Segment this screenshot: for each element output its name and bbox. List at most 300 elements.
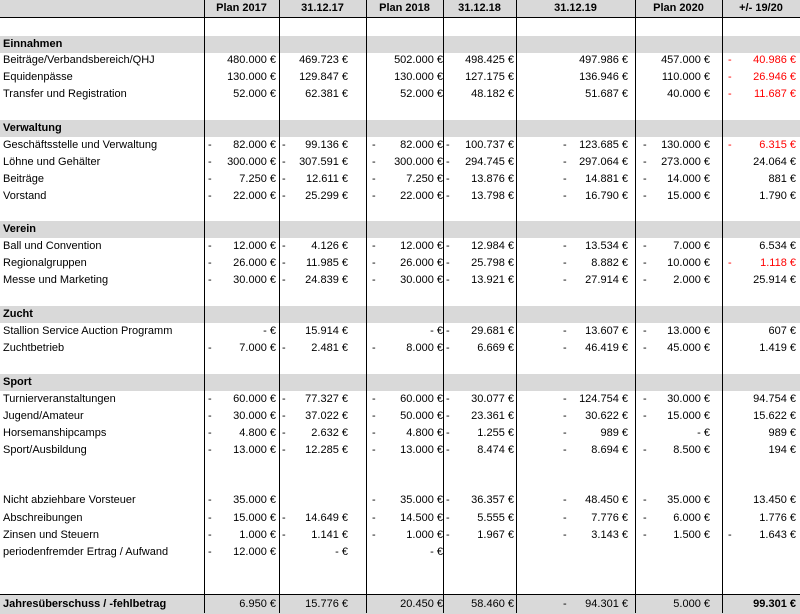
- minus-sign: -: [728, 529, 732, 541]
- table-row: [0, 425, 800, 442]
- row-value: 1.255 €: [477, 427, 514, 439]
- row-value: 2.632 €: [311, 427, 348, 439]
- section-title: Zucht: [3, 308, 33, 320]
- minus-sign: -: [446, 444, 450, 456]
- minus-sign: -: [372, 156, 376, 168]
- minus-sign: -: [446, 139, 450, 151]
- table-row: [0, 492, 800, 509]
- table-row: [0, 137, 800, 154]
- table-row: [0, 255, 800, 272]
- row-value: 7.776 €: [591, 512, 628, 524]
- table-row: [0, 527, 800, 544]
- row-value: 16.790 €: [585, 190, 628, 202]
- row-value: 136.946 €: [579, 71, 628, 83]
- row-value: 52.000 €: [400, 88, 443, 100]
- minus-sign: -: [208, 156, 212, 168]
- row-value: 35.000 €: [400, 494, 443, 506]
- section-title: Sport: [3, 376, 32, 388]
- table-row: [0, 408, 800, 425]
- row-label: Jugend/Amateur: [3, 410, 84, 422]
- row-value: 13.607 €: [585, 325, 628, 337]
- minus-sign: -: [446, 512, 450, 524]
- row-value: 1.967 €: [477, 529, 514, 541]
- row-value: 1.500 €: [673, 529, 710, 541]
- column-header: 31.12.17: [301, 2, 344, 14]
- minus-sign: -: [728, 257, 732, 269]
- row-label: Beiträge/Verbandsbereich/QHJ: [3, 54, 155, 66]
- minus-sign: -: [372, 257, 376, 269]
- minus-sign: -: [563, 529, 567, 541]
- row-value: 26.000 €: [400, 257, 443, 269]
- row-label: Löhne und Gehälter: [3, 156, 101, 168]
- row-value: 480.000 €: [227, 54, 276, 66]
- column-header: Plan 2017: [216, 2, 267, 14]
- minus-sign: -: [372, 240, 376, 252]
- row-value: 13.921 €: [471, 274, 514, 286]
- minus-sign: -: [372, 512, 376, 524]
- minus-sign: -: [563, 173, 567, 185]
- minus-sign: -: [446, 257, 450, 269]
- minus-sign: -: [728, 88, 732, 100]
- minus-sign: -: [282, 444, 286, 456]
- table-row: [0, 52, 800, 69]
- minus-sign: -: [208, 512, 212, 524]
- row-value: 300.000 €: [227, 156, 276, 168]
- row-value: 30.000 €: [667, 393, 710, 405]
- row-label: Turnierveranstaltungen: [3, 393, 116, 405]
- row-value: 6.000 €: [673, 512, 710, 524]
- minus-sign: -: [372, 342, 376, 354]
- minus-sign: -: [643, 173, 647, 185]
- section-title: Verein: [3, 223, 37, 235]
- row-label: Regionalgruppen: [3, 257, 87, 269]
- minus-sign: -: [643, 342, 647, 354]
- row-label: Vorstand: [3, 190, 47, 202]
- minus-sign: -: [208, 139, 212, 151]
- row-value: 12.000 €: [233, 546, 276, 558]
- row-value: 15.000 €: [667, 190, 710, 202]
- row-value: 35.000 €: [667, 494, 710, 506]
- minus-sign: -: [282, 257, 286, 269]
- row-label: Abschreibungen: [3, 512, 83, 524]
- row-value: 60.000 €: [233, 393, 276, 405]
- minus-sign: -: [446, 393, 450, 405]
- minus-sign: -: [563, 494, 567, 506]
- row-value: 50.000 €: [400, 410, 443, 422]
- row-value: 13.534 €: [585, 240, 628, 252]
- row-label: Nicht abziehbare Vorsteuer: [3, 494, 136, 506]
- column-header: Plan 2018: [379, 2, 430, 14]
- row-value: 15.914 €: [305, 325, 348, 337]
- row-value: 7.250 €: [239, 173, 276, 185]
- row-label: Ball und Convention: [3, 240, 102, 252]
- table-row: [0, 442, 800, 459]
- section-header: [0, 221, 800, 238]
- table-row: [0, 238, 800, 255]
- row-label: Beiträge: [3, 173, 44, 185]
- column-divider: [366, 0, 367, 613]
- row-value: 30.077 €: [471, 393, 514, 405]
- row-value: 13.000 €: [667, 325, 710, 337]
- minus-sign: -: [282, 156, 286, 168]
- row-value: 62.381 €: [305, 88, 348, 100]
- row-value: 12.984 €: [471, 240, 514, 252]
- row-value: 30.000 €: [233, 274, 276, 286]
- minus-sign: -: [208, 494, 212, 506]
- row-value: 989 €: [768, 427, 796, 439]
- row-value: 45.000 €: [667, 342, 710, 354]
- minus-sign: -: [282, 173, 286, 185]
- minus-sign: -: [563, 598, 567, 610]
- row-value: 48.182 €: [471, 88, 514, 100]
- minus-sign: -: [446, 342, 450, 354]
- row-value: 22.000 €: [233, 190, 276, 202]
- row-value: 6.315 €: [759, 139, 796, 151]
- minus-sign: -: [372, 529, 376, 541]
- minus-sign: -: [728, 54, 732, 66]
- minus-sign: -: [446, 240, 450, 252]
- row-value: 7.250 €: [406, 173, 443, 185]
- table-row: [0, 188, 800, 205]
- minus-sign: -: [446, 173, 450, 185]
- row-label: Messe und Marketing: [3, 274, 109, 286]
- table-row: [0, 272, 800, 289]
- row-value: 14.000 €: [667, 173, 710, 185]
- row-value: 3.143 €: [591, 529, 628, 541]
- minus-sign: -: [643, 139, 647, 151]
- minus-sign: -: [563, 257, 567, 269]
- minus-sign: -: [563, 156, 567, 168]
- row-value: 60.000 €: [400, 393, 443, 405]
- section-title: Verwaltung: [3, 122, 62, 134]
- minus-sign: -: [643, 190, 647, 202]
- row-value: 10.000 €: [667, 257, 710, 269]
- minus-sign: -: [282, 342, 286, 354]
- row-value: 273.000 €: [661, 156, 710, 168]
- column-header: 31.12.19: [554, 2, 597, 14]
- row-value: 4.800 €: [239, 427, 276, 439]
- minus-sign: -: [446, 529, 450, 541]
- minus-sign: -: [282, 410, 286, 422]
- column-divider: [722, 0, 723, 613]
- row-value: 1.776 €: [759, 512, 796, 524]
- table-row: [0, 154, 800, 171]
- minus-sign: -: [282, 240, 286, 252]
- minus-sign: -: [372, 393, 376, 405]
- minus-sign: -: [563, 190, 567, 202]
- row-value: 130.000 €: [661, 139, 710, 151]
- minus-sign: -: [282, 139, 286, 151]
- row-value: 4.800 €: [406, 427, 443, 439]
- row-label: Transfer und Registration: [3, 88, 127, 100]
- row-value: 37.022 €: [305, 410, 348, 422]
- minus-sign: -: [563, 444, 567, 456]
- total-value: 15.776 €: [305, 598, 348, 610]
- row-value: 300.000 €: [394, 156, 443, 168]
- row-value: 307.591 €: [299, 156, 348, 168]
- table-row: [0, 544, 800, 561]
- column-header: 31.12.18: [458, 2, 501, 14]
- section-header: [0, 374, 800, 391]
- row-value: 7.000 €: [239, 342, 276, 354]
- row-value: 22.000 €: [400, 190, 443, 202]
- row-value: 40.986 €: [753, 54, 796, 66]
- minus-sign: -: [563, 512, 567, 524]
- row-value: - €: [430, 546, 443, 558]
- row-value: 36.357 €: [471, 494, 514, 506]
- total-value: 58.460 €: [471, 598, 514, 610]
- minus-sign: -: [563, 325, 567, 337]
- column-header: Plan 2020: [653, 2, 704, 14]
- minus-sign: -: [446, 325, 450, 337]
- row-value: 99.136 €: [305, 139, 348, 151]
- minus-sign: -: [446, 427, 450, 439]
- row-value: 25.914 €: [753, 274, 796, 286]
- minus-sign: -: [643, 240, 647, 252]
- total-value: 94.301 €: [585, 598, 628, 610]
- minus-sign: -: [208, 274, 212, 286]
- row-value: 1.141 €: [311, 529, 348, 541]
- row-value: 498.425 €: [465, 54, 514, 66]
- row-value: 30.000 €: [400, 274, 443, 286]
- minus-sign: -: [208, 257, 212, 269]
- row-value: 48.450 €: [585, 494, 628, 506]
- minus-sign: -: [643, 393, 647, 405]
- minus-sign: -: [372, 427, 376, 439]
- row-label: Sport/Ausbildung: [3, 444, 87, 456]
- row-value: 51.687 €: [585, 88, 628, 100]
- row-value: 123.685 €: [579, 139, 628, 151]
- table-row: [0, 510, 800, 527]
- row-value: 27.914 €: [585, 274, 628, 286]
- row-value: 35.000 €: [233, 494, 276, 506]
- row-label: Stallion Service Auction Programm: [3, 325, 173, 337]
- minus-sign: -: [643, 156, 647, 168]
- section-header: [0, 306, 800, 323]
- row-value: 1.000 €: [239, 529, 276, 541]
- minus-sign: -: [282, 529, 286, 541]
- row-value: 294.745 €: [465, 156, 514, 168]
- row-value: 8.000 €: [406, 342, 443, 354]
- row-value: 12.000 €: [233, 240, 276, 252]
- row-value: 2.481 €: [311, 342, 348, 354]
- minus-sign: -: [446, 410, 450, 422]
- minus-sign: -: [208, 393, 212, 405]
- total-value: 99.301 €: [753, 598, 796, 610]
- row-value: 124.754 €: [579, 393, 628, 405]
- row-value: 8.882 €: [591, 257, 628, 269]
- row-value: 5.555 €: [477, 512, 514, 524]
- row-value: 13.450 €: [753, 494, 796, 506]
- table-row: [0, 391, 800, 408]
- row-value: 8.474 €: [477, 444, 514, 456]
- row-value: 8.500 €: [673, 444, 710, 456]
- row-value: 8.694 €: [591, 444, 628, 456]
- row-value: 607 €: [768, 325, 796, 337]
- row-value: - €: [697, 427, 710, 439]
- minus-sign: -: [446, 190, 450, 202]
- row-value: 15.622 €: [753, 410, 796, 422]
- row-value: 25.299 €: [305, 190, 348, 202]
- row-value: 12.000 €: [400, 240, 443, 252]
- row-value: 11.985 €: [305, 257, 348, 269]
- minus-sign: -: [372, 173, 376, 185]
- column-divider: [635, 0, 636, 613]
- row-value: 46.419 €: [585, 342, 628, 354]
- row-value: 110.000 €: [661, 71, 710, 83]
- minus-sign: -: [372, 190, 376, 202]
- minus-sign: -: [372, 139, 376, 151]
- minus-sign: -: [643, 274, 647, 286]
- row-value: 497.986 €: [579, 54, 628, 66]
- row-value: 13.876 €: [471, 173, 514, 185]
- row-value: 13.000 €: [233, 444, 276, 456]
- minus-sign: -: [446, 274, 450, 286]
- column-divider: [204, 0, 205, 613]
- row-value: 12.285 €: [305, 444, 348, 456]
- row-value: 94.754 €: [753, 393, 796, 405]
- minus-sign: -: [643, 512, 647, 524]
- minus-sign: -: [282, 512, 286, 524]
- table-row: [0, 171, 800, 188]
- minus-sign: -: [643, 257, 647, 269]
- minus-sign: -: [643, 325, 647, 337]
- minus-sign: -: [563, 139, 567, 151]
- row-label: Zuchtbetrieb: [3, 342, 65, 354]
- row-value: 11.687 €: [753, 88, 796, 100]
- minus-sign: -: [372, 444, 376, 456]
- row-value: 1.643 €: [759, 529, 796, 541]
- minus-sign: -: [208, 427, 212, 439]
- row-value: 469.723 €: [299, 54, 348, 66]
- minus-sign: -: [208, 546, 212, 558]
- row-value: 130.000 €: [394, 71, 443, 83]
- row-value: 40.000 €: [667, 88, 710, 100]
- row-value: 130.000 €: [227, 71, 276, 83]
- row-value: 2.000 €: [673, 274, 710, 286]
- row-value: 14.649 €: [305, 512, 348, 524]
- row-value: 26.946 €: [753, 71, 796, 83]
- row-value: 13.798 €: [471, 190, 514, 202]
- row-value: 30.622 €: [585, 410, 628, 422]
- row-value: 1.000 €: [406, 529, 443, 541]
- minus-sign: -: [563, 274, 567, 286]
- row-value: 989 €: [600, 427, 628, 439]
- table-row: [0, 86, 800, 103]
- row-value: 26.000 €: [233, 257, 276, 269]
- row-value: 4.126 €: [311, 240, 348, 252]
- minus-sign: -: [563, 427, 567, 439]
- minus-sign: -: [282, 190, 286, 202]
- minus-sign: -: [446, 156, 450, 168]
- minus-sign: -: [208, 342, 212, 354]
- row-value: - €: [263, 325, 276, 337]
- row-value: 194 €: [768, 444, 796, 456]
- row-value: 14.881 €: [585, 173, 628, 185]
- row-value: 1.790 €: [759, 190, 796, 202]
- row-value: 15.000 €: [667, 410, 710, 422]
- minus-sign: -: [208, 173, 212, 185]
- minus-sign: -: [643, 410, 647, 422]
- section-header: [0, 120, 800, 137]
- section-header: [0, 36, 800, 53]
- table-row: [0, 340, 800, 357]
- row-label: periodenfremder Ertrag / Aufwand: [3, 546, 169, 558]
- row-value: 52.000 €: [233, 88, 276, 100]
- minus-sign: -: [372, 274, 376, 286]
- total-value: 5.000 €: [673, 598, 710, 610]
- row-value: 457.000 €: [661, 54, 710, 66]
- total-value: 20.450 €: [400, 598, 443, 610]
- row-value: 1.118 €: [760, 257, 796, 269]
- row-value: 1.419 €: [759, 342, 796, 354]
- minus-sign: -: [208, 240, 212, 252]
- minus-sign: -: [208, 410, 212, 422]
- row-value: 127.175 €: [465, 71, 514, 83]
- row-value: 6.534 €: [759, 240, 796, 252]
- minus-sign: -: [208, 190, 212, 202]
- row-label: Zinsen und Steuern: [3, 529, 100, 541]
- minus-sign: -: [643, 494, 647, 506]
- row-value: 24.064 €: [753, 156, 796, 168]
- row-value: 13.000 €: [400, 444, 443, 456]
- row-value: - €: [335, 546, 348, 558]
- column-header: +/- 19/20: [739, 2, 783, 14]
- row-value: 14.500 €: [400, 512, 443, 524]
- row-value: 23.361 €: [471, 410, 514, 422]
- total-label: Jahresüberschuss / -fehlbetrag: [3, 598, 167, 610]
- row-value: 82.000 €: [400, 139, 443, 151]
- minus-sign: -: [208, 529, 212, 541]
- row-value: 25.798 €: [471, 257, 514, 269]
- minus-sign: -: [563, 342, 567, 354]
- row-value: 29.681 €: [471, 325, 514, 337]
- total-value: 6.950 €: [239, 598, 276, 610]
- minus-sign: -: [282, 393, 286, 405]
- row-value: 24.839 €: [305, 274, 348, 286]
- column-divider: [443, 0, 444, 613]
- section-title: Einnahmen: [3, 38, 63, 50]
- row-value: 502.000 €: [394, 54, 443, 66]
- row-value: 77.327 €: [305, 393, 348, 405]
- minus-sign: -: [728, 71, 732, 83]
- minus-sign: -: [563, 410, 567, 422]
- row-label: Equidenpässe: [3, 71, 73, 83]
- minus-sign: -: [728, 139, 732, 151]
- row-value: 881 €: [768, 173, 796, 185]
- minus-sign: -: [282, 427, 286, 439]
- table-row: [0, 69, 800, 86]
- row-value: - €: [430, 325, 443, 337]
- row-value: 297.064 €: [579, 156, 628, 168]
- row-label: Horsemanshipcamps: [3, 427, 107, 439]
- row-value: 82.000 €: [233, 139, 276, 151]
- row-value: 15.000 €: [233, 512, 276, 524]
- row-label: Geschäftsstelle und Verwaltung: [3, 139, 158, 151]
- row-value: 7.000 €: [673, 240, 710, 252]
- row-value: 30.000 €: [233, 410, 276, 422]
- minus-sign: -: [563, 240, 567, 252]
- minus-sign: -: [372, 410, 376, 422]
- column-divider: [516, 0, 517, 613]
- row-value: 129.847 €: [299, 71, 348, 83]
- row-value: 6.669 €: [477, 342, 514, 354]
- column-divider: [279, 0, 280, 613]
- row-value: 12.611 €: [305, 173, 348, 185]
- minus-sign: -: [643, 444, 647, 456]
- minus-sign: -: [446, 494, 450, 506]
- minus-sign: -: [643, 529, 647, 541]
